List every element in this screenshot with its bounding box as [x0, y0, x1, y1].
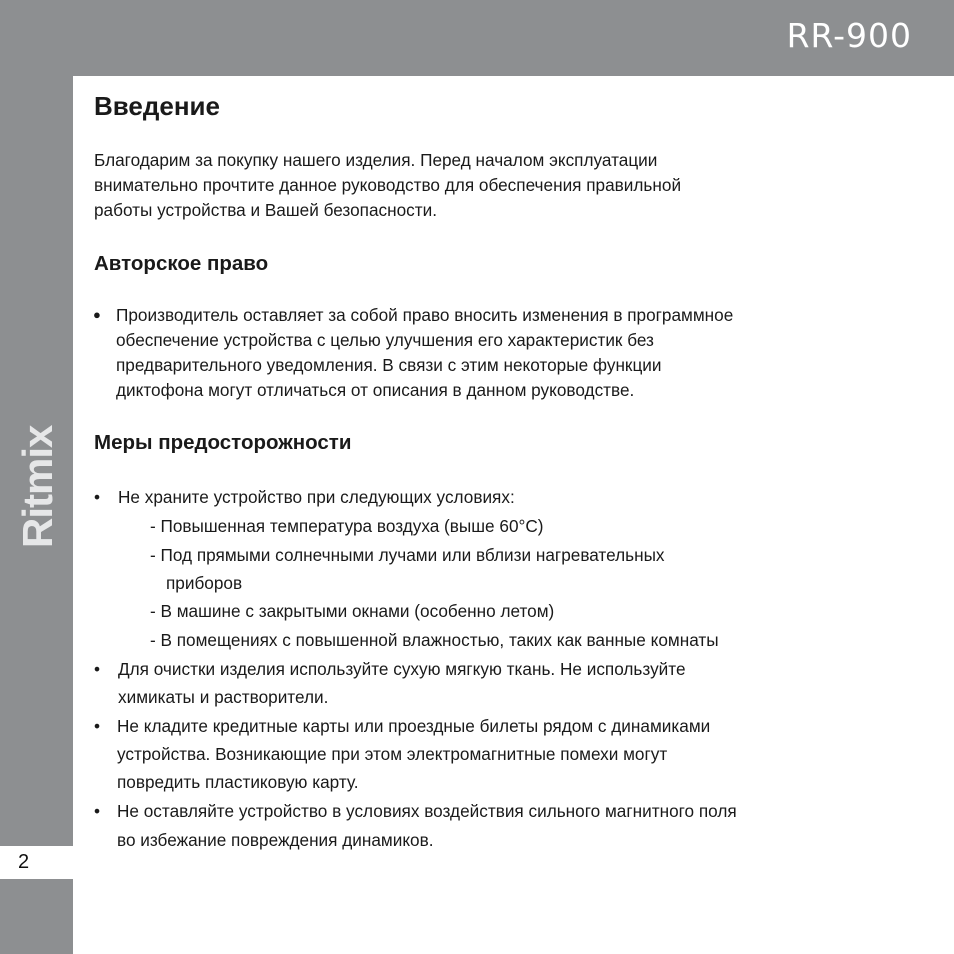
sub-item: - В помещениях с повышенной влажностью, таких как ванные комнаты: [150, 630, 719, 650]
page-number-box: [0, 846, 73, 879]
precaution-line: Не храните устройство при следующих условиях:: [118, 487, 515, 507]
copyright-line: Производитель оставляет за собой право вносить изменения в программное: [116, 305, 734, 325]
header-bar: [0, 0, 954, 76]
intro-line: Благодарим за покупку нашего изделия. Перед началом эксплуатации: [94, 150, 658, 170]
bullet-icon: •: [94, 801, 101, 821]
precautions-heading: Меры предосторожности: [94, 431, 352, 454]
precaution-line: химикаты и растворители.: [118, 687, 329, 707]
precaution-line: Не оставляйте устройство в условиях воздействия сильного магнитного поля: [117, 801, 737, 821]
bullet-icon: •: [94, 487, 101, 507]
intro-heading: Введение: [94, 91, 220, 121]
intro-line: работы устройства и Вашей безопасности.: [94, 200, 438, 220]
sub-item: - Повышенная температура воздуха (выше 60°C): [150, 516, 544, 536]
precaution-line: Не кладите кредитные карты или проездные билеты рядом с динамиками: [117, 716, 711, 736]
precaution-line: устройства. Возникающие при этом электромагнитные помехи могут: [117, 744, 668, 764]
precaution-line: повредить пластиковую карту.: [117, 772, 359, 792]
bullet-icon: •: [94, 716, 101, 736]
bullet-icon: •: [94, 659, 101, 679]
precaution-line: Для очистки изделия используйте сухую мягкую ткань. Не используйте: [118, 659, 686, 679]
precaution-line: во избежание повреждения динамиков.: [117, 830, 434, 850]
page-number: 2: [18, 851, 30, 873]
intro-line: внимательно прочтите данное руководство для обеспечения правильной: [94, 175, 682, 195]
ritmix-logo: Ritmix: [14, 425, 61, 548]
sidebar: [0, 0, 73, 954]
copyright-heading: Авторское право: [94, 252, 269, 275]
sub-item: приборов: [166, 573, 243, 593]
model-name: RR-900: [786, 16, 912, 55]
copyright-line: обеспечение устройства с целью улучшения его характеристик без: [116, 330, 654, 350]
copyright-line: предварительного уведомления. В связи с этим некоторые функции: [116, 355, 662, 375]
sub-item: - В машине с закрытыми окнами (особенно летом): [150, 601, 555, 621]
copyright-line: диктофона могут отличаться от описания в данном руководстве.: [116, 380, 635, 400]
bullet-icon: ●: [93, 307, 101, 322]
sub-item: - Под прямыми солнечными лучами или вблизи нагревательных: [150, 545, 665, 565]
